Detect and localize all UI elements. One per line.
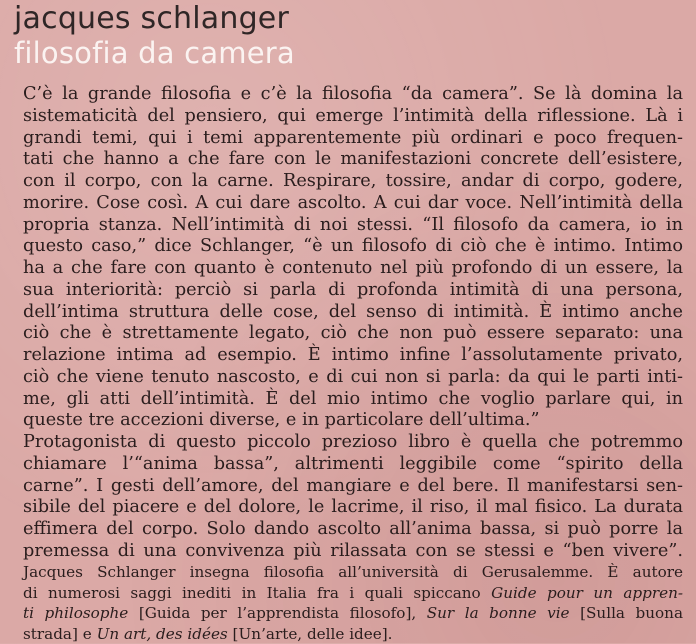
description-line: grandi temi, qui i temi apparentemente più ordinari e poco frequen- <box>23 128 683 150</box>
description-line: carne”. I gesti dell’amore, del mangiare e del bere. Il manifestarsi sen- <box>23 476 683 498</box>
book-title-guide: Guide pour un appren- <box>491 584 683 602</box>
description-line: chiamare l’“anima bassa”, altrimenti leggibile come “spirito della <box>23 454 683 476</box>
bio-line: Jacques Schlanger insegna filosofia all’università di Gerusalemme. È autore <box>23 562 683 583</box>
description-line: ha a che fare con quanto è contenuto nel più profondo di un essere, la <box>23 258 683 280</box>
book-title-guide-cont: ti philosophe <box>23 604 128 622</box>
bio-text: [Sulla buona <box>570 604 683 622</box>
author-bio <box>23 562 683 644</box>
book-title-bonne-vie: Sur la bonne vie <box>427 604 570 622</box>
description-line: Protagonista di questo piccolo prezioso libro è quella che potremmo <box>23 432 683 454</box>
description-line: sua interiorità: perciò si parla di profonda intimità di una persona, <box>23 280 683 302</box>
description-line: dell’intima struttura delle cose, del senso di intimità. È intimo anche <box>23 302 683 324</box>
bio-text: [Guida per l’apprendista filosofo], <box>128 604 426 622</box>
description-line: sistematicità del pensiero, qui emerge l’intimità della riflessione. Là i <box>23 106 683 128</box>
description-line: morire. Cose così. A cui dare ascolto. A cui dar voce. Nell’intimità della <box>23 193 683 215</box>
description-line: premessa di una convivenza più rilassata con se stessi e “ben vivere”. <box>23 541 683 563</box>
description-line: propria stanza. Nell’intimità di noi stessi. “Il filosofo da camera, io in <box>23 215 683 237</box>
bio-line <box>23 624 683 644</box>
bio-line <box>23 603 683 624</box>
author-name: jacques schlanger <box>14 2 289 36</box>
description-line: queste tre accezioni diverse, e in particolare dell’ultima.” <box>23 410 683 432</box>
description-line: relazione intima ad esempio. È intimo infine l’assolutamente privato, <box>23 345 683 367</box>
description-line: con il corpo, con la carne. Respirare, tossire, andar di corpo, godere, <box>23 171 683 193</box>
description-line: sibile del piacere e del dolore, le lacrime, il riso, il mal fisico. La durata <box>23 497 683 519</box>
bio-text: strada] e <box>23 625 97 643</box>
description-line: C’è la grande filosofia e c’è la filosofia “da camera”. Se là domina la <box>23 84 683 106</box>
description-line: ciò che viene tenuto nascosto, e di cui non si parla: da qui le parti inti- <box>23 367 683 389</box>
book-title: filosofia da camera <box>14 36 295 70</box>
bio-line <box>23 583 683 604</box>
description-line: questo caso,” dice Schlanger, “è un filosofo di ciò che è intimo. Intimo <box>23 236 683 258</box>
bio-text: di numerosi saggi inediti in Italia fra i quali spiccano <box>23 584 491 602</box>
book-title-art: Un art, des idées <box>97 625 228 643</box>
description-line: ciò che è strettamente legato, ciò che non può essere separato: una <box>23 323 683 345</box>
description-text <box>23 84 683 563</box>
bio-text: [Un’arte, delle idee]. <box>228 625 393 643</box>
description-line: effimera del corpo. Solo dando ascolto all’anima bassa, si può porre la <box>23 519 683 541</box>
description-line: me, gli atti dell’intimità. È del mio intimo che voglio parlare qui, in <box>23 389 683 411</box>
description-line: tati che hanno a che fare con le manifestazioni concrete dell’esistere, <box>23 149 683 171</box>
